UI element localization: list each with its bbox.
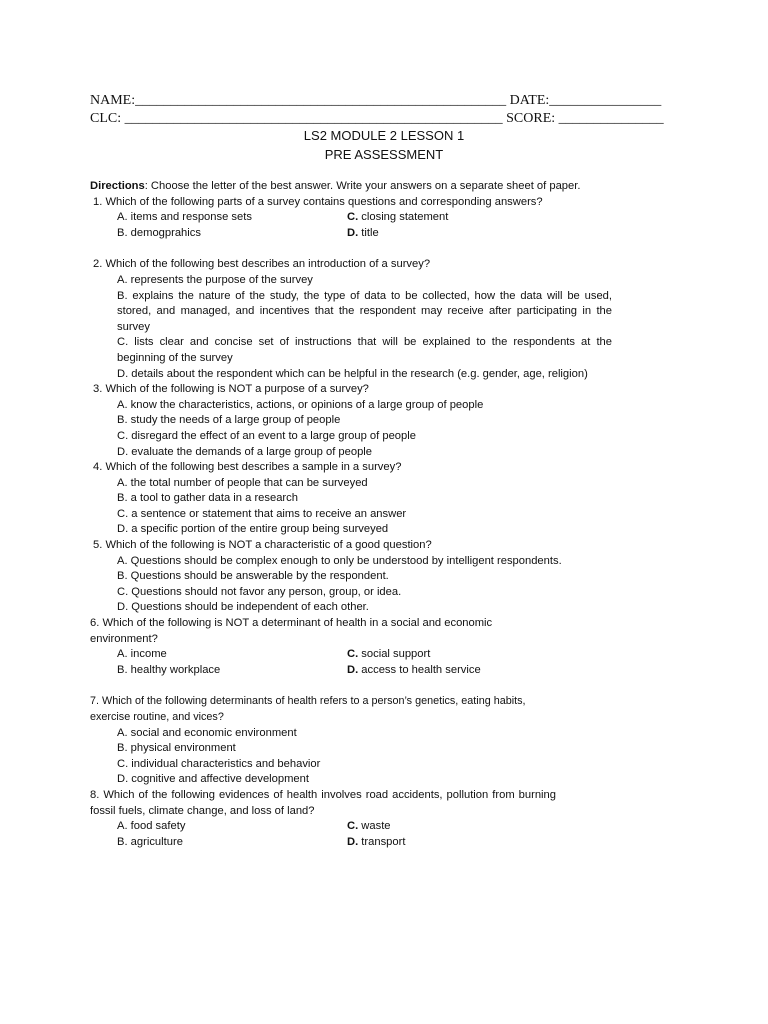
directions-text: : Choose the letter of the best answer. Write your answers on a separate sheet of paper. bbox=[144, 180, 581, 192]
choice-letter: D. bbox=[347, 226, 359, 239]
question-stem: 7. Which of the following determinants of health refers to a person’s genetics, eating habits, exercise routine, and vices? bbox=[90, 695, 526, 723]
choice-text: social support bbox=[358, 648, 431, 661]
question-8 bbox=[90, 788, 612, 850]
choice-c: C. a sentence or statement that aims to receive an answer bbox=[117, 507, 407, 520]
choice-d: D. cognitive and affective development bbox=[117, 773, 309, 786]
choice-b: B. study the needs of a large group of people bbox=[117, 414, 341, 427]
question-6 bbox=[90, 616, 612, 678]
choice-b: B. physical environment bbox=[117, 742, 236, 755]
choice-c bbox=[347, 210, 547, 226]
choice-b: B. explains the nature of the study, the type of data to be collected, how the data will be used, stored, and managed, and incentives that the respondent may receive after participating in the survey bbox=[117, 289, 612, 333]
choice-letter: D. bbox=[347, 835, 359, 848]
choice-b: B. agriculture bbox=[117, 835, 183, 848]
question-stem: 5. Which of the following is NOT a characteristic of a good question? bbox=[93, 539, 432, 552]
question-stem: 4. Which of the following best describes a sample in a survey? bbox=[93, 461, 402, 474]
spacer bbox=[90, 241, 612, 257]
choice-d bbox=[347, 663, 547, 679]
directions-label: Directions bbox=[90, 180, 145, 192]
choice-b: B. Questions should be answerable by the respondent. bbox=[117, 570, 389, 583]
choice-b: B. demogprahics bbox=[117, 226, 201, 239]
question-stem: 1. Which of the following parts of a survey contains questions and corresponding answers? bbox=[93, 195, 543, 208]
choice-grid bbox=[90, 819, 612, 850]
question-3 bbox=[90, 382, 612, 460]
choice-c bbox=[347, 819, 547, 835]
clc-score-line: CLC: ______________________________________________________ SCORE: _______________ bbox=[90, 111, 664, 126]
choice-a: A. know the characteristics, actions, or opinions of a large group of people bbox=[117, 398, 484, 411]
choice-letter: C. bbox=[347, 648, 359, 661]
choice-d bbox=[347, 226, 547, 242]
question-stem: 8. Which of the following evidences of health involves road accidents, pollution from burning fossil fuels, climate change, and loss of land? bbox=[90, 788, 556, 817]
question-stem: 6. Which of the following is NOT a determinant of health in a social and economic environment? bbox=[90, 617, 493, 645]
choice-letter: C. bbox=[347, 820, 359, 833]
choice-d: D. evaluate the demands of a large group of people bbox=[117, 445, 373, 458]
spacer bbox=[90, 678, 612, 694]
choice-d: D. Questions should be independent of each other. bbox=[117, 601, 369, 614]
question-2 bbox=[90, 257, 612, 382]
choice-c: C. disregard the effect of an event to a large group of people bbox=[117, 429, 416, 442]
choice-a: A. Questions should be complex enough to only be understood by intelligent respondents. bbox=[117, 554, 562, 567]
choice-a: A. social and economic environment bbox=[117, 726, 297, 739]
question-4 bbox=[90, 460, 612, 538]
choice-c: C. Questions should not favor any person, group, or idea. bbox=[117, 585, 402, 598]
question-5 bbox=[90, 538, 612, 616]
choice-letter: C. bbox=[347, 211, 359, 224]
choice-grid bbox=[90, 647, 612, 678]
choice-d bbox=[347, 835, 547, 851]
question-stem: 3. Which of the following is NOT a purpose of a survey? bbox=[93, 383, 369, 396]
choice-text: transport bbox=[358, 835, 406, 848]
choice-d: D. details about the respondent which can be helpful in the research (e.g. gender, age, religion) bbox=[117, 367, 588, 380]
choice-text: closing statement bbox=[358, 211, 449, 224]
choice-c: C. individual characteristics and behavior bbox=[117, 757, 321, 770]
name-date-line: NAME:_____________________________________________________ DATE:________________ bbox=[90, 93, 662, 108]
choice-letter: D. bbox=[347, 663, 359, 676]
choice-grid bbox=[90, 210, 612, 241]
question-list bbox=[90, 179, 612, 850]
choice-text: waste bbox=[358, 820, 391, 833]
choice-a: A. the total number of people that can be surveyed bbox=[117, 476, 368, 489]
choice-c bbox=[347, 647, 547, 663]
directions bbox=[90, 179, 612, 195]
choice-c: C. lists clear and concise set of instructions that will be explained to the respondents at the beginning of the survey bbox=[117, 336, 612, 364]
choice-a: A. represents the purpose of the survey bbox=[117, 273, 313, 286]
choice-b: B. healthy workplace bbox=[117, 663, 221, 676]
choice-text: access to health service bbox=[358, 663, 481, 676]
choice-b: B. a tool to gather data in a research bbox=[117, 492, 298, 505]
choice-a: A. income bbox=[117, 648, 167, 661]
lesson-title: LS2 MODULE 2 LESSON 1 bbox=[303, 128, 465, 143]
choice-d: D. a specific portion of the entire group being surveyed bbox=[117, 523, 389, 536]
question-stem: 2. Which of the following best describes an introduction of a survey? bbox=[93, 258, 431, 271]
question-1 bbox=[90, 195, 612, 242]
choice-a: A. items and response sets bbox=[117, 211, 252, 224]
choice-a: A. food safety bbox=[117, 820, 186, 833]
assessment-title: PRE ASSESSMENT bbox=[324, 147, 444, 162]
choice-text: title bbox=[358, 226, 379, 239]
question-7 bbox=[90, 694, 612, 788]
